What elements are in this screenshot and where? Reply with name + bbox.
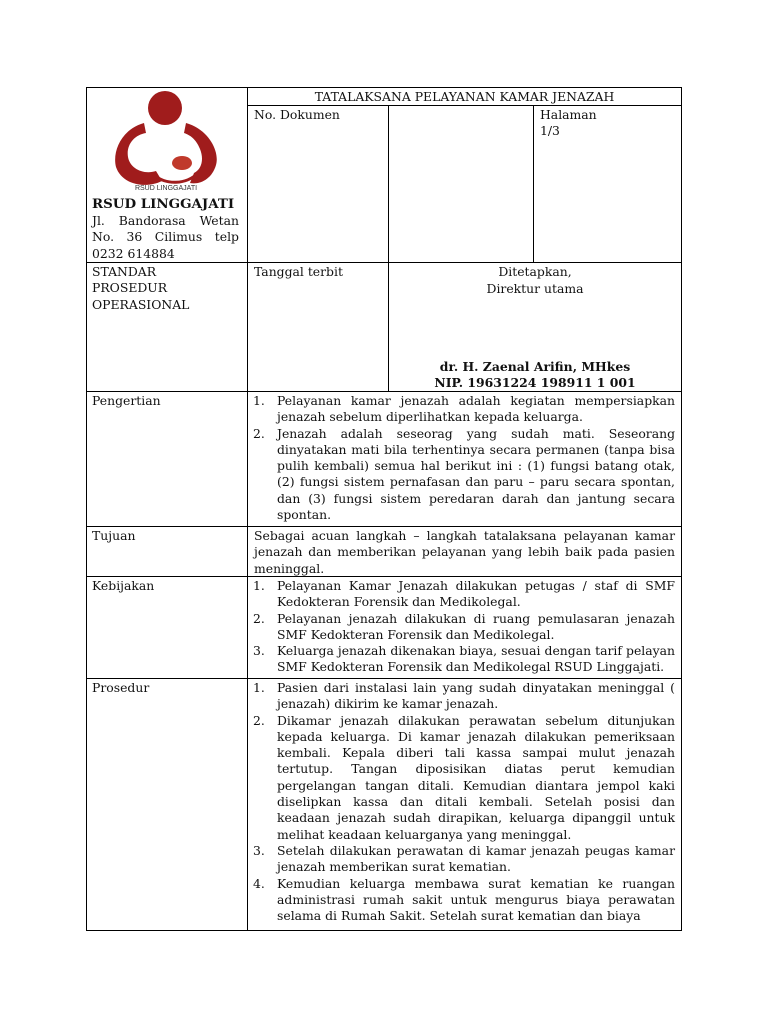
list-item: 1. Pelayanan Kamar Jenazah dilakukan petugas / staf di SMF Kedokteran Forensik dan Medikolegal. — [253, 578, 675, 610]
tujuan-text: Sebagai acuan langkah – langkah tatalaksana pelayanan kamar jenazah dan memberikan pelayanan yang lebih baik pada pasien meninggal. — [254, 528, 675, 576]
hospital-logo — [104, 89, 228, 193]
list-item: 2. Dikamar jenazah dilakukan perawatan sebelum ditunjukan kepada keluarga. Di kamar jenazah dilakukan pemeriksaan kembali. Kepala diberi tali kassa sampai mulut jenazah tertutup. Tangan diposisikan diatas perut kemudian pergelangan tangan ditali. Kemudian diantara jempol kaki diselipkan kassa dan ditali kembali. Setelah posisi dan keadaan jenazah sudah dirapikan, keluarga dipanggil untuk melihat keadaan keluarganya yang meninggal. — [253, 712, 675, 842]
list-item: 4. Kemudian keluarga membawa surat kematian ke ruangan administrasi rumah sakit untuk mengurus biaya perawatan selama di Rumah Sakit. Setelah surat kematian dan biaya — [253, 875, 675, 924]
list-item: 3. Keluarga jenazah dikenakan biaya, sesuai dengan tarif pelayan SMF Kedokteran Forensik dan Medikolegal RSUD Linggajati. — [253, 643, 675, 675]
list-item: 1. Pasien dari instalasi lain yang sudah dinyatakan meninggal ( jenazah) dikirim ke kamar jenazah. — [253, 680, 675, 712]
rule-left — [86, 87, 87, 931]
prosedur-list — [250, 680, 675, 924]
tanggal-terbit-label: Tanggal terbit — [254, 264, 343, 279]
rule-pengertian-bottom — [86, 526, 682, 527]
rule-right — [681, 87, 682, 931]
hospital-name: RSUD LINGGAJATI — [92, 196, 235, 212]
no-dokumen-label: No. Dokumen — [254, 107, 340, 122]
section-label-pengertian: Pengertian — [92, 393, 161, 408]
halaman-label: Halaman — [540, 107, 597, 122]
signer-nip: NIP. 19631224 198911 1 001 — [434, 375, 636, 390]
document-title: TATALAKSANA PELAYANAN KAMAR JENAZAH — [314, 89, 615, 104]
signer-name: dr. H. Zaenal Arifin, MHkes — [439, 359, 631, 374]
ditetapkan-text: Ditetapkan, — [498, 264, 572, 279]
list-item: 2. Jenazah adalah seseorag yang sudah mati. Seseorang dinyatakan mati bila terhentinya secara permanen (tanpa bisa pulih kembali) semua hal berikut ini : (1) fungsi batang otak, (2) fungsi sistem pernafasan dan paru – paru secara spontan, dan (3) fungsi sistem peredaran darah dan jantung secara spontan. — [253, 425, 675, 523]
sop-label: STANDAR PROSEDUR OPERASIONAL — [92, 264, 190, 312]
section-label-kebijakan: Kebijakan — [92, 578, 155, 593]
list-item: 1. Pelayanan kamar jenazah adalah kegiatan mempersiapkan jenazah sebelum diperlihatkan kepada keluarga. — [253, 393, 675, 425]
logo-text: RSUD LINGGAJATI — [134, 185, 198, 192]
section-label-tujuan: Tujuan — [92, 528, 136, 543]
jabatan-text: Direktur utama — [486, 281, 584, 296]
list-item: 2. Pelayanan jenazah dilakukan di ruang pemulasaran jenazah SMF Kedokteran Forensik dan Medikolegal. — [253, 610, 675, 642]
halaman-value: 1/3 — [540, 123, 560, 138]
rule-top — [86, 87, 682, 88]
section-label-prosedur: Prosedur — [92, 680, 150, 695]
rule-col-halaman — [533, 105, 534, 263]
prosedur-cell — [248, 680, 678, 930]
kebijakan-list — [250, 578, 675, 676]
list-item: 3. Setelah dilakukan perawatan di kamar jenazah peugas kamar jenazah memberikan surat kematian. — [253, 842, 675, 875]
rule-bottom — [86, 930, 682, 931]
pengertian-list — [250, 393, 675, 523]
rule-col-mid — [388, 105, 389, 392]
hospital-address: Jl. Bandorasa Wetan No. 36 Cilimus telp 0232 614884 — [92, 213, 239, 261]
rule-kebijakan-bottom — [86, 678, 682, 679]
rule-header-bottom — [86, 262, 682, 263]
